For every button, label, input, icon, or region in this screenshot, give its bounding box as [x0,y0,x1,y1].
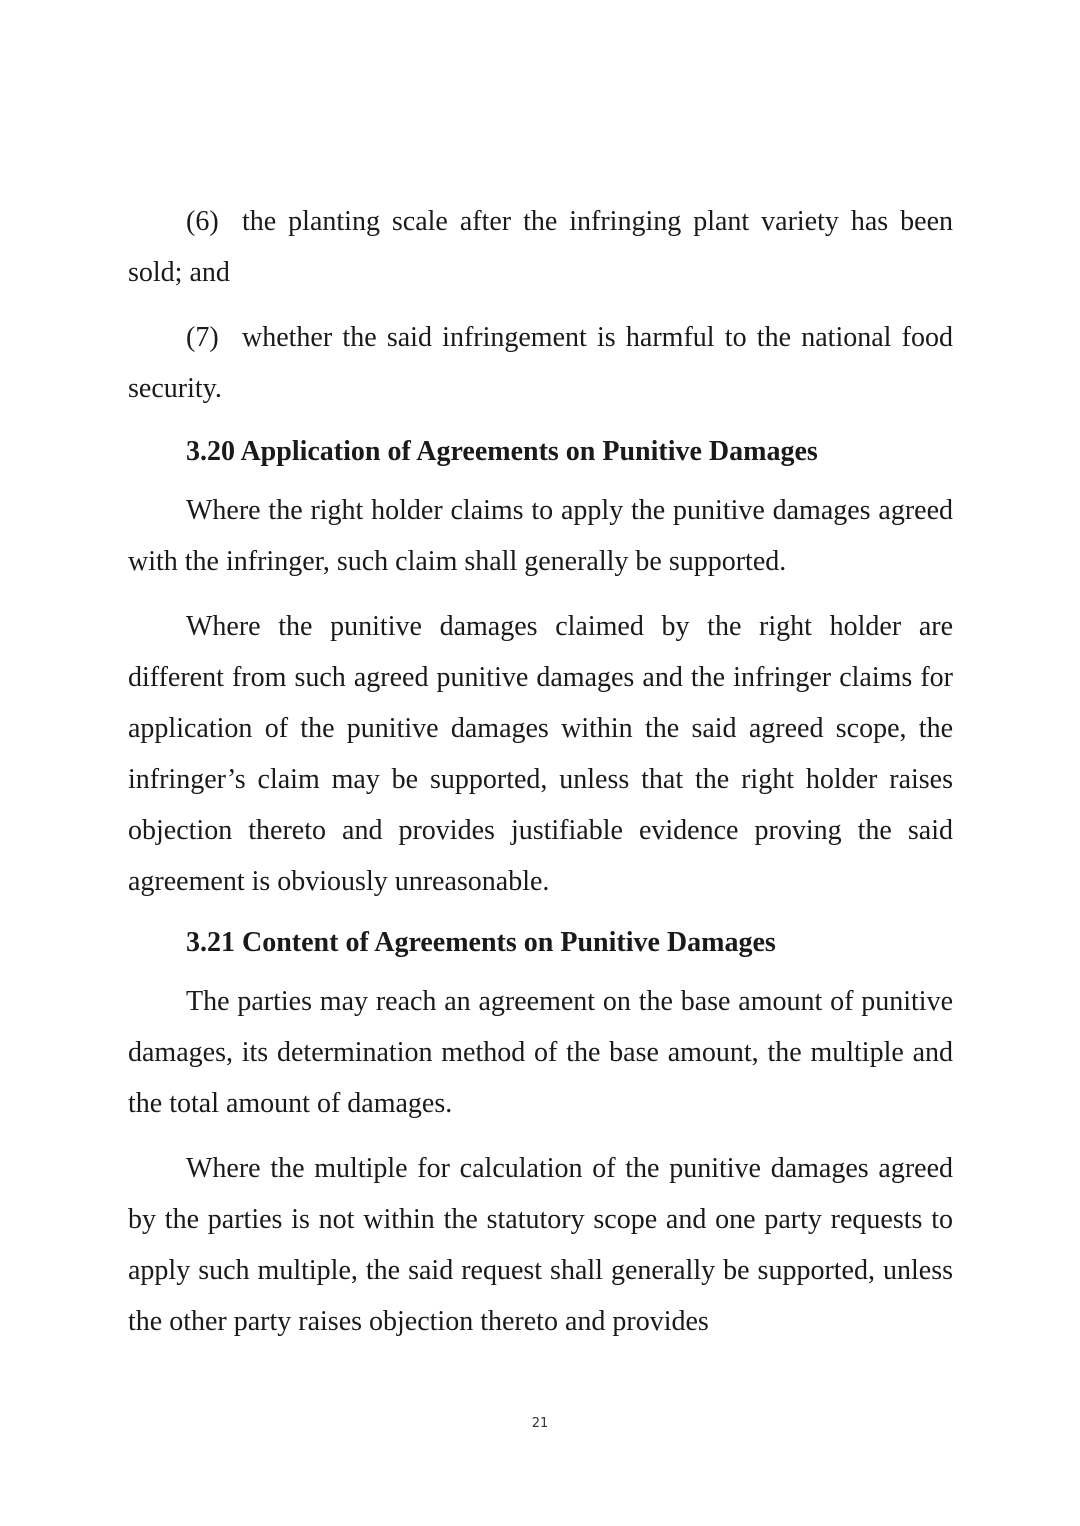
list-item-text: the planting scale after the infringing plant variety has been sold; and [128,206,953,288]
paragraph: Where the right holder claims to apply the punitive damages agreed with the infringer, such claim shall generally be supported. [128,495,953,577]
paragraph: Where the punitive damages claimed by the right holder are different from such agreed punitive damages and the infringer claims for application of the punitive damages within the said agreed scope, the infringer’s claim may be supported, unless that the right holder raises objection thereto and provides justifiable evidence proving the said agreement is obviously unreasonable. [128,611,953,897]
list-item-number: (6) [186,206,219,237]
list-item-7 [128,312,953,414]
list-item-text: whether the said infringement is harmful to the national food security. [128,322,953,404]
section-heading-3-21: 3.21 Content of Agreements on Punitive Damages [186,927,776,958]
list-item-6 [128,196,953,298]
paragraph: Where the multiple for calculation of the punitive damages agreed by the parties is not within the statutory scope and one party requests to apply such multiple, the said request shall generally be supported, unless the other party raises objection thereto and provides [128,1153,953,1337]
page-number: 21 [531,1416,549,1431]
section-heading-3-20: 3.20 Application of Agreements on Punitive Damages [186,436,818,467]
paragraph: The parties may reach an agreement on the base amount of punitive damages, its determination method of the base amount, the multiple and the total amount of damages. [128,986,953,1119]
list-item-number: (7) [186,322,219,353]
